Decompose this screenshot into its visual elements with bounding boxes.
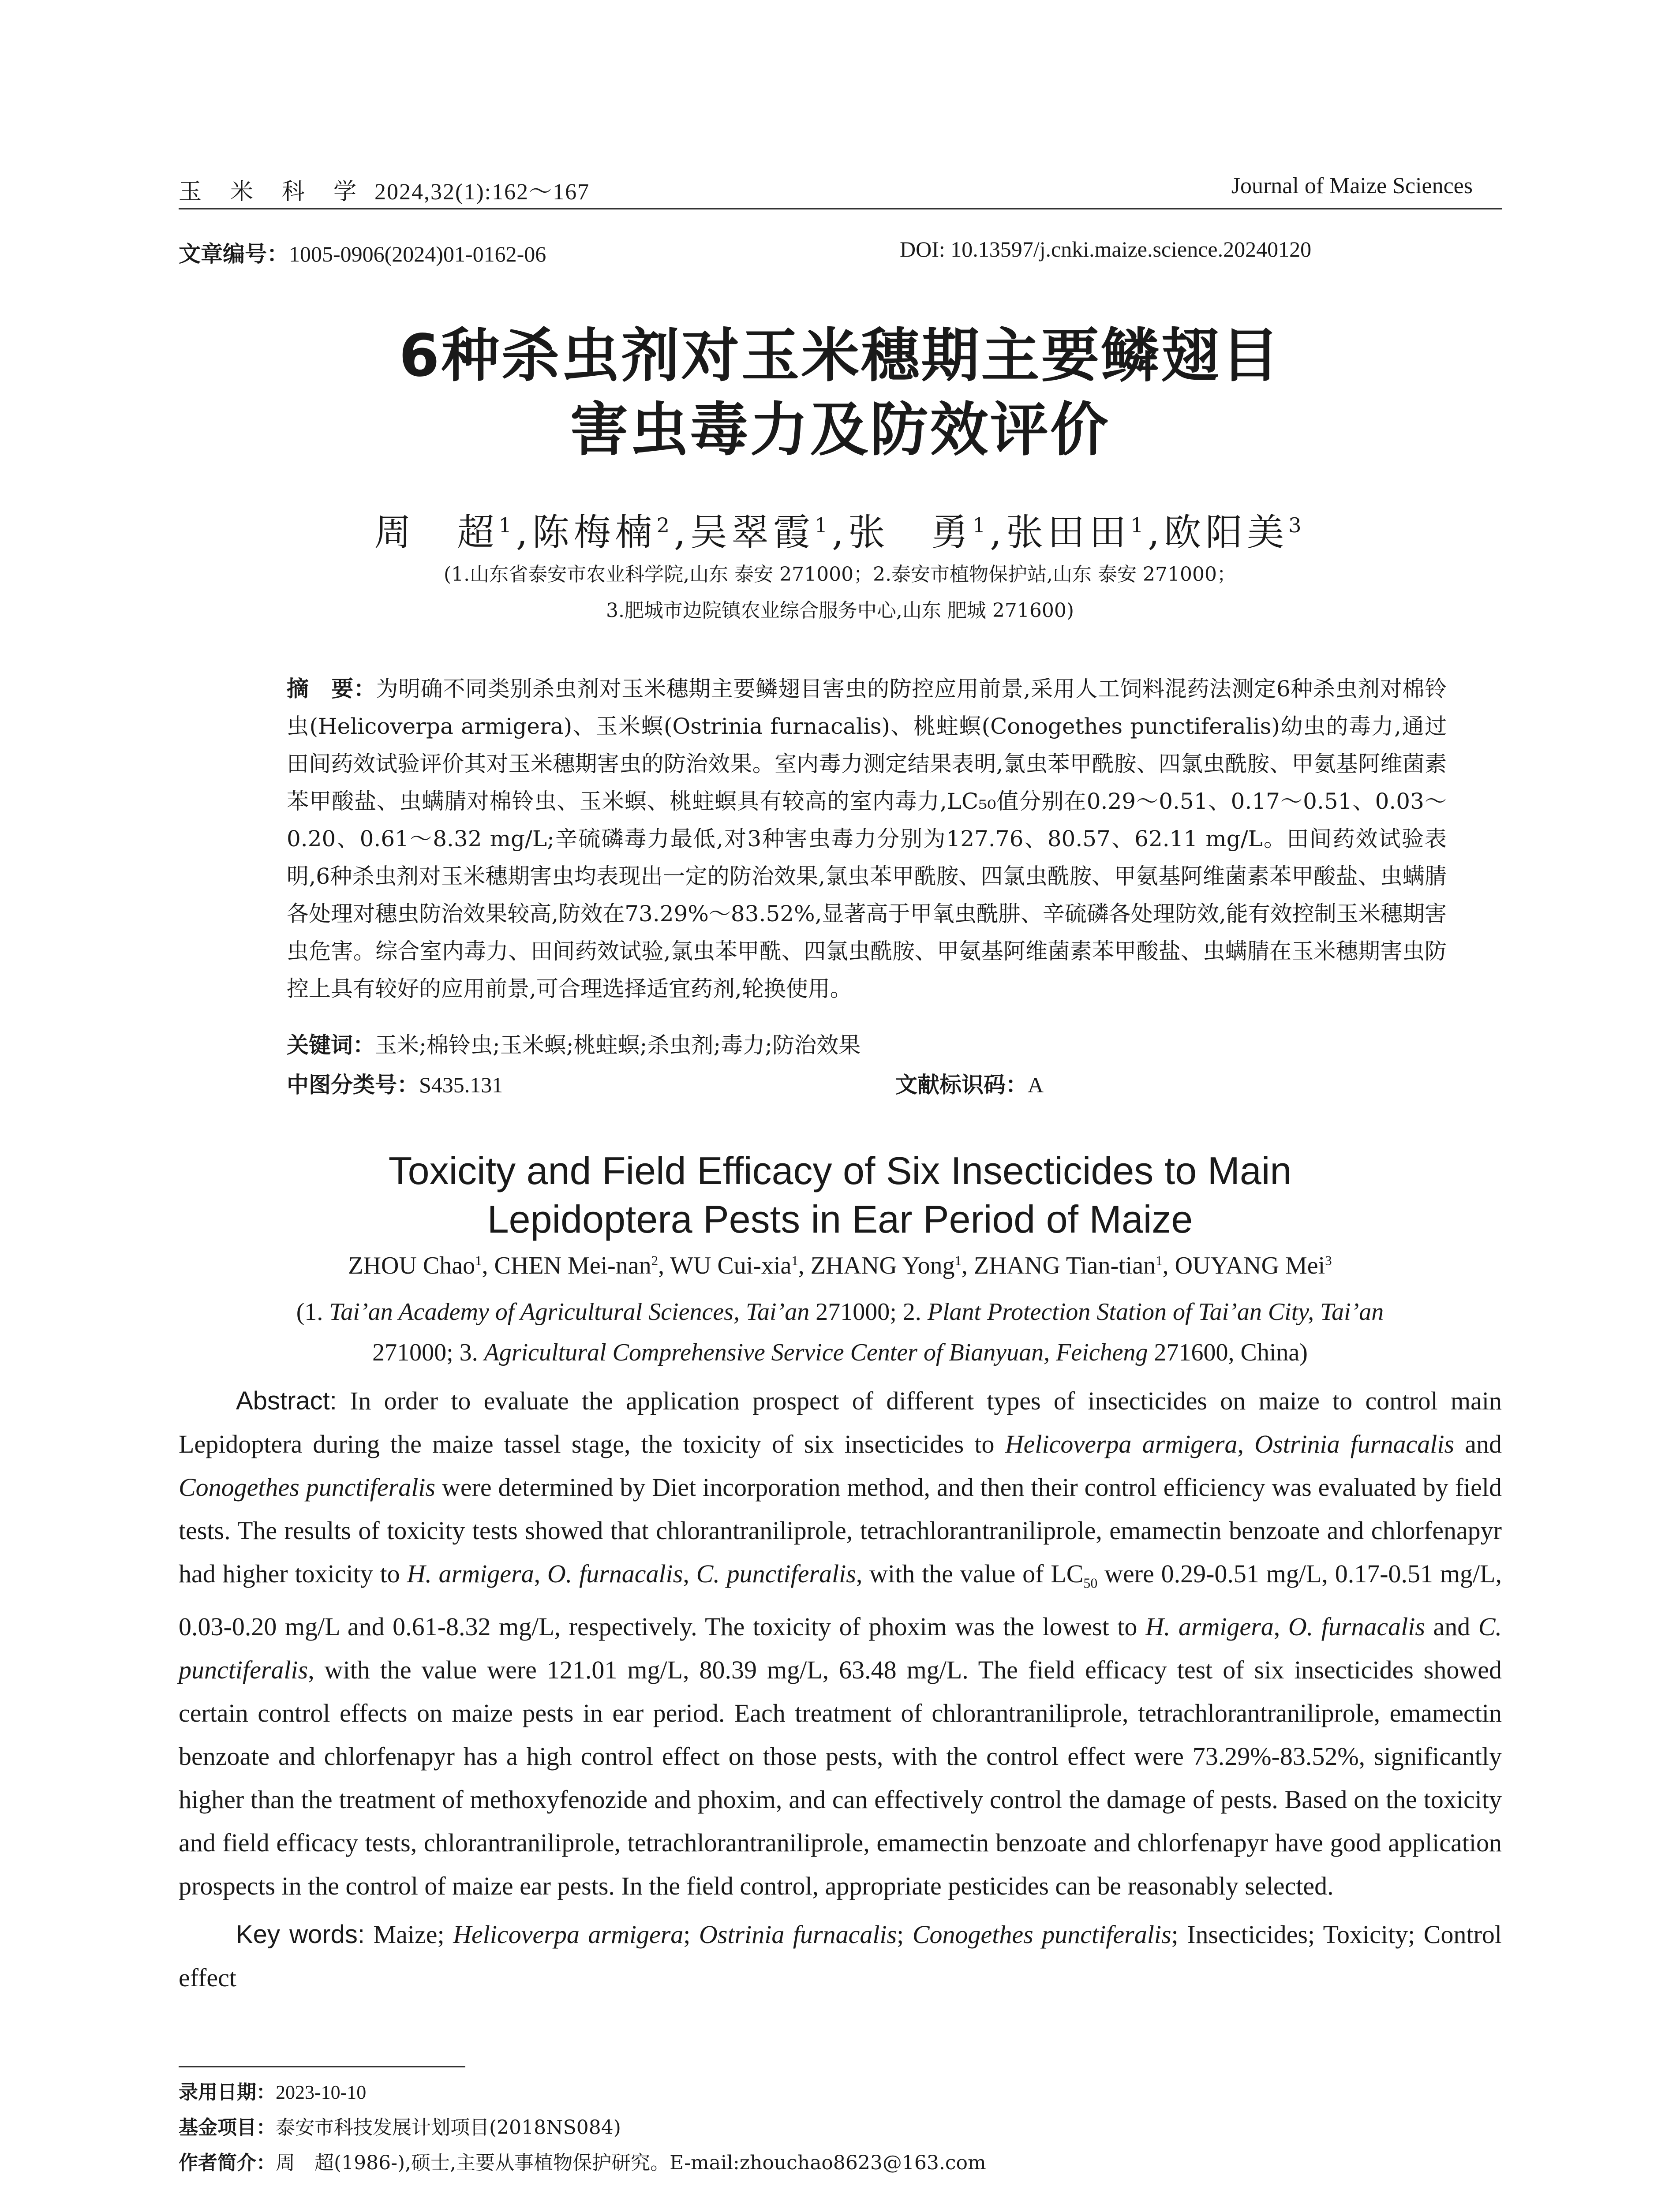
affiliations-en-line1: (1. Tai’an Academy of Agricultural Sciences, Tai’an 271000; 2. Plant Protection Station of Tai’an City, Tai’an <box>296 1298 1384 1326</box>
running-header-left <box>179 173 590 206</box>
keywords-en: Key words: Maize; Helicoverpa armigera; Ostrinia furnacalis; Conogethes punctiferalis; Insecticides; Toxicity; Control effect <box>179 1920 1502 1992</box>
article-number-label: 文章编号： <box>179 241 289 267</box>
clc-label: 中图分类号： <box>287 1072 419 1098</box>
author-cn: 周 超$^1$, <box>374 511 532 554</box>
affiliations-cn-line2: 3.肥城市边院镇农业综合服务中心,山东 肥城 271600) <box>606 599 1074 622</box>
keywords-en-label: Key words: <box>236 1920 365 1949</box>
author-en: ZHANG Tian-tian$^1$, <box>973 1252 1175 1279</box>
article-number-value: 1005-0906(2024)01-0162-06 <box>289 242 546 266</box>
authors-cn <box>0 503 1680 556</box>
abstract-cn-label: 摘 要： <box>287 676 376 702</box>
affiliations-cn-line1: (1.山东省泰安市农业科学院,山东 泰安 271000；2.泰安市植物保护站,山东 泰安 271000； <box>444 563 1236 586</box>
abstract-cn-text: 为明确不同类别杀虫剂对玉米穗期主要鳞翅目害虫的防控应用前景,采用人工饲料混药法测定6种杀虫剂对棉铃虫(Helicoverpa armigera)、玉米螟(Ostrinia furnacalis)、桃蛀螟(Conogethes punctiferalis)幼虫的毒力,通过田间药效试验评价其对玉米穗期害虫的防治效果。室内毒力测定结果表明,氯虫苯甲酰胺、四氯虫酰胺、甲氨基阿维菌素苯甲酸盐、虫螨腈对棉铃虫、玉米螟、桃蛀螟具有较高的室内毒力,LC₅₀值分别在0.29～0.51、0.17～0.51、0.03～0.20、0.61～8.32 mg/L;辛硫磷毒力最低,对3种害虫毒力分别为127.76、80.57、62.11 mg/L。田间药效试验表明,6种杀虫剂对玉米穗期害虫均表现出一定的防治效果,氯虫苯甲酰胺、四氯虫酰胺、甲氨基阿维菌素苯甲酸盐、虫螨腈各处理对穗虫防治效果较高,防效在73.29%～83.52%,显著高于甲氧虫酰肼、辛硫磷各处理防效,能有效控制玉米穗期害虫危害。综合室内毒力、田间药效试验,氯虫苯甲酰、四氯虫酰胺、甲氨基阿维菌素苯甲酸盐、虫螨腈在玉米穗期害虫防控上具有较好的应用前景,可合理选择适宜药剂,轮换使用。 <box>287 676 1447 1002</box>
issue-info: 2024,32(1):162～167 <box>374 179 590 205</box>
author-en: ZHOU Chao$^1$, <box>348 1252 494 1279</box>
title-cn-line2: 害虫毒力及防效评价 <box>570 396 1110 464</box>
keywords-cn-text: 玉米;棉铃虫;玉米螟;桃蛀螟;杀虫剂;毒力;防治效果 <box>375 1032 861 1058</box>
clc-number <box>287 1067 503 1099</box>
author-en: CHEN Mei-nan$^2$, <box>494 1252 670 1279</box>
author-en: ZHANG Yong$^1$, <box>810 1252 974 1279</box>
doi: DOI: 10.13597/j.cnki.maize.science.20240120 <box>900 237 1312 262</box>
abstract-en-label: Abstract: <box>236 1387 337 1415</box>
abstract-cn <box>287 670 1447 1008</box>
author-cn: 张田田$^1$, <box>1006 511 1164 554</box>
author-bio: 作者简介：周 超(1986-),硕士,主要从事植物保护研究。E-mail:zhouchao8623@163.com <box>179 2152 986 2174</box>
accept-date: 录用日期：2023-10-10 <box>179 2081 367 2104</box>
journal-name-cn: 玉 米 科 学 <box>179 179 368 205</box>
article-number <box>179 236 546 268</box>
fund-project: 基金项目：泰安市科技发展计划项目(2018NS084) <box>179 2116 621 2139</box>
author-cn: 陈梅楠$^2$, <box>532 511 690 554</box>
header-rule <box>179 208 1502 209</box>
title-en-line1: Toxicity and Field Efficacy of Six Insecticides to Main <box>388 1149 1292 1192</box>
title-en-line2: Lepidoptera Pests in Ear Period of Maize <box>487 1197 1193 1241</box>
document-code-value: A <box>1028 1073 1044 1097</box>
document-code <box>895 1067 1044 1099</box>
affiliations-en-line2: 271000; 3. Agricultural Comprehensive Service Center of Bianyuan, Feicheng 271600, China) <box>372 1339 1308 1366</box>
document-code-label: 文献标识码： <box>895 1072 1028 1098</box>
author-cn: 吴翠霞$^1$, <box>690 511 848 554</box>
author-cn: 欧阳美$^3$ <box>1164 511 1306 554</box>
abstract-en: Abstract: In order to evaluate the application prospect of different types of insecticides on maize to control main Lepidoptera during the maize tassel stage, the toxicity of six insecticides to Helicoverpa armigera, Ostrinia furnacalis and Conogethes punctiferalis were determined by Diet incorporation method, and then their control efficiency was evaluated by field tests. The results of toxicity tests showed that chlorantraniliprole, tetrachlorantraniliprole, emamectin benzoate and chlorfenapyr had higher toxicity to H. armigera, O. furnacalis, C. punctiferalis, with the value of $LC_{50}$ were 0.29-0.51 mg/L, 0.17-0.51 mg/L, 0.03-0.20 mg/L and 0.61-8.32 mg/L, respectively. The toxicity of phoxim was the lowest to H. armigera, O. furnacalis and C. punctiferalis, with the value were 121.01 mg/L, 80.39 mg/L, 63.48 mg/L. The field efficacy test of six insecticides showed certain control effects on maize pests in ear period. Each treatment of chlorantraniliprole, tetrachlorantraniliprole, emamectin benzoate and chlorfenapyr has a high control effect on those pests, with the control effect were 73.29%-83.52%, significantly higher than the treatment of methoxyfenozide and phoxim, and can effectively control the damage of pests. Based on the toxicity and field efficacy tests, chlorantraniliprole, tetrachlorantraniliprole, emamectin benzoate and chlorfenapyr have good application prospects in the control of maize ear pests. In the field control, appropriate pesticides can be reasonably selected. Key words: Maize; Helicoverpa armigera; Ostrinia furnacalis; Conogethes punctiferalis; Insecticides; Toxicity; Control effect <box>179 1379 1502 1999</box>
author-en: WU Cui-xia$^1$, <box>670 1252 811 1279</box>
title-cn-line1: 6种杀虫剂对玉米穗期主要鳞翅目 <box>399 322 1281 390</box>
journal-name-en: Journal of Maize Sciences <box>1231 173 1473 198</box>
author-cn: 张 勇$^1$, <box>848 511 1006 554</box>
authors-en <box>0 1252 1680 1280</box>
author-en: OUYANG Mei$^3$ <box>1175 1252 1332 1279</box>
clc-value: S435.131 <box>419 1073 503 1097</box>
keywords-cn <box>287 1028 861 1059</box>
keywords-cn-label: 关键词： <box>287 1032 375 1058</box>
footnote-rule <box>179 2066 465 2067</box>
